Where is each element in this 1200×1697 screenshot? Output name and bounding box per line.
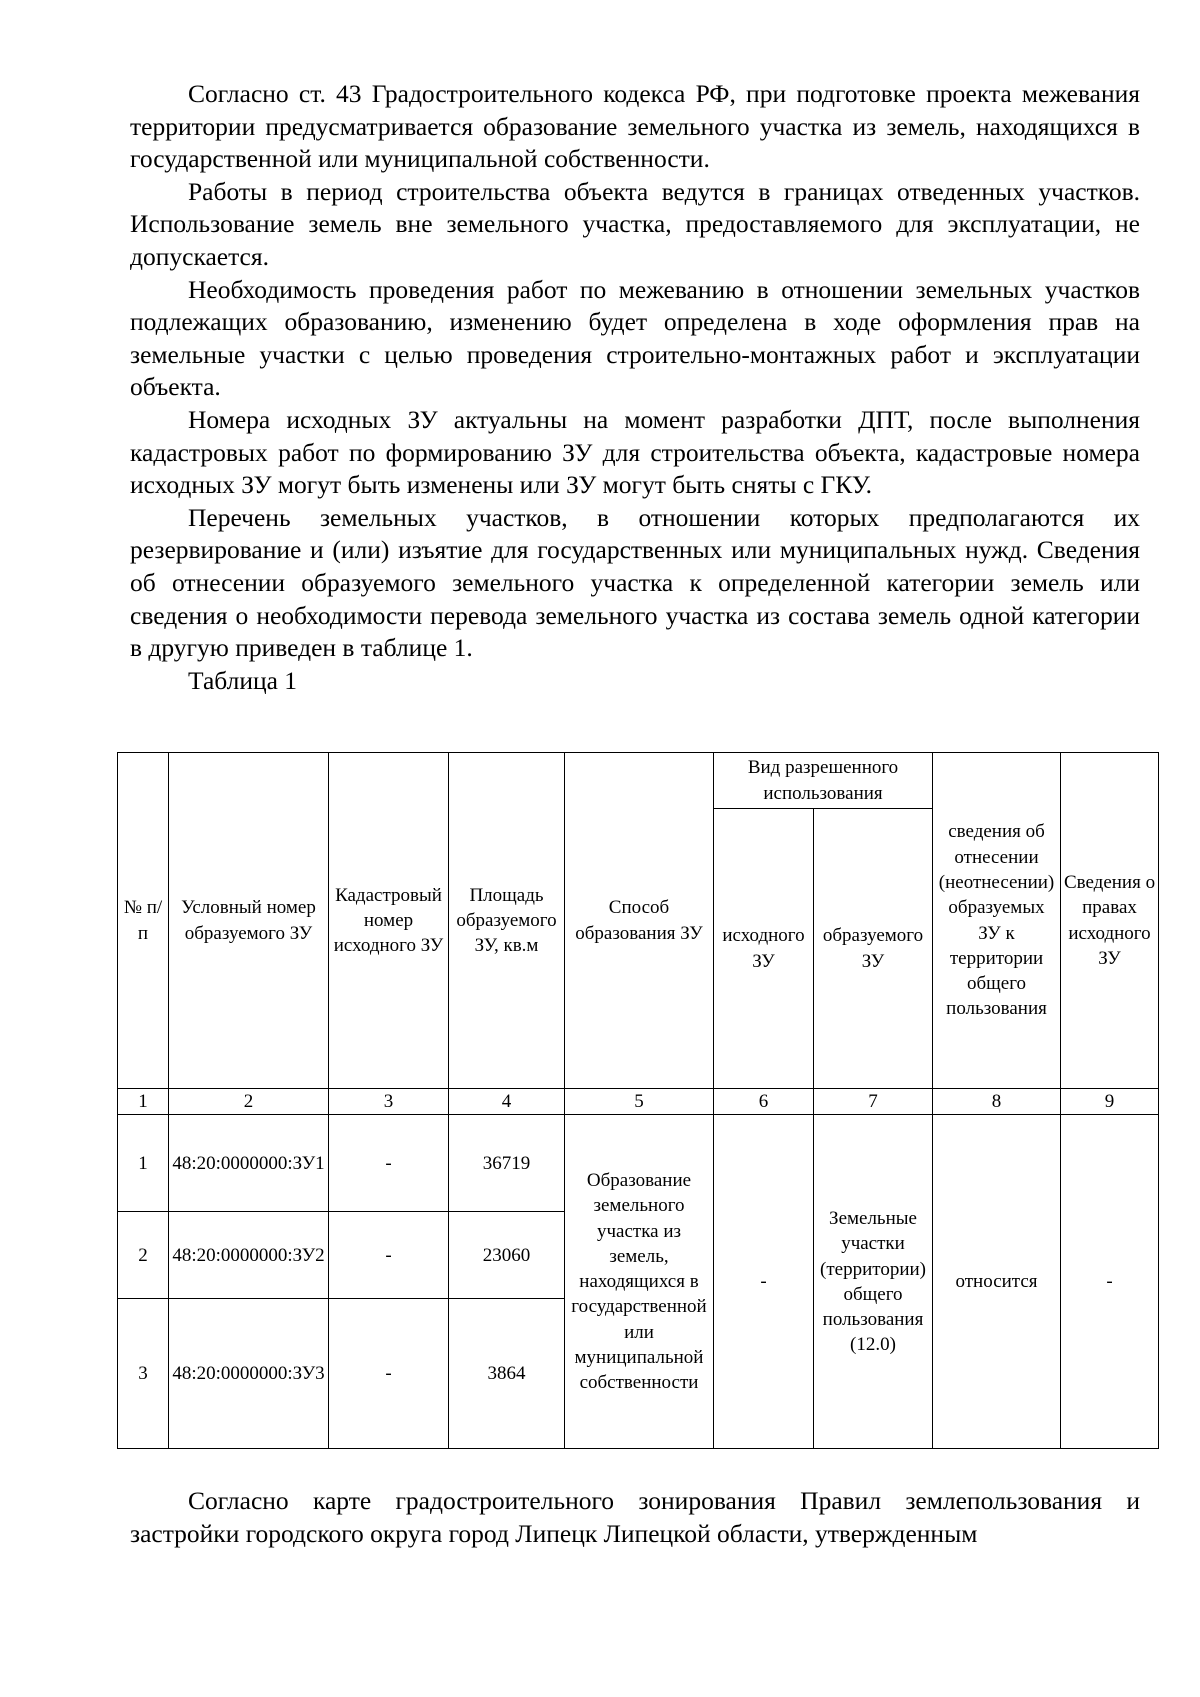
header-method: Способ образования ЗУ [565,753,714,1089]
header-num: № п/п [118,753,169,1089]
paragraph-5: Перечень земельных участков, в отношении которых предполагаются их резервирование и (или) изъятие для государственных или муниципальных нужд. Сведения об отнесении образуемого земельного участка к определенной категории земель или сведения о необходимости перевода земельного участка из состава земель одной категории в другую приведен в таблице 1. [130,502,1140,663]
paragraph-2: Работы в период строительства объекта ведутся в границах отведенных участков. Использование земель вне земельного участка, предоставляемого для эксплуатации, не допускается. [130,176,1140,271]
paragraph-6: Согласно карте градостроительного зонирования Правил землепользования и застройки городского округа город Липецк Липецкой области, утвержденным [130,1486,1140,1548]
row-cond-number: 48:20:0000000:ЗУ2 [169,1212,329,1299]
merged-use-formed: Земельные участки (территории) общего пользования (12.0) [814,1115,933,1449]
col-number: 8 [933,1089,1061,1115]
row-area: 23060 [449,1212,565,1299]
column-numbers-row [118,1089,1159,1115]
row-cond-number: 48:20:0000000:ЗУ1 [169,1115,329,1212]
col-number: 6 [714,1089,814,1115]
header-rights: Сведения о правах исходного ЗУ [1061,753,1159,1089]
table-caption: Таблица 1 [188,665,298,695]
paragraph-1: Согласно ст. 43 Градостроительного кодекса РФ, при подготовке проекта межевания территории предусматривается образование земельного участка из земель, находящихся в государственной или муниципальной собственности. [130,79,1140,174]
bottom-text [130,1485,1140,1550]
row-cadastral: - [329,1212,449,1299]
header-use-group: Вид разрешенного использования [714,753,933,809]
body-text [130,78,1140,697]
land-plots-table [117,752,1159,1449]
header-category: сведения об отнесении (неотнесении) образуемых ЗУ к территории общего пользования [933,753,1061,1089]
col-number: 4 [449,1089,565,1115]
merged-category: относится [933,1115,1061,1449]
col-number: 5 [565,1089,714,1115]
col-number: 1 [118,1089,169,1115]
header-area: Площадь образуемого ЗУ, кв.м [449,753,565,1089]
table-row [118,1115,1159,1212]
header-use-source: исходного ЗУ [714,809,814,1089]
col-number: 2 [169,1089,329,1115]
row-num: 2 [118,1212,169,1299]
col-number: 3 [329,1089,449,1115]
paragraph-4: Номера исходных ЗУ актуальны на момент разработки ДПТ, после выполнения кадастровых работ по формированию ЗУ для строительства объекта, кадастровые номера исходных ЗУ могут быть изменены или ЗУ могут быть сняты с ГКУ. [130,404,1140,500]
row-cadastral: - [329,1115,449,1212]
merged-method: Образование земельного участка из земель, находящихся в государственной или муниципальной собственности [565,1115,714,1449]
header-cond-number: Условный номер образуемого ЗУ [169,753,329,1089]
col-number: 7 [814,1089,933,1115]
row-cond-number: 48:20:0000000:ЗУ3 [169,1299,329,1449]
row-area: 3864 [449,1299,565,1449]
col-number: 9 [1061,1089,1159,1115]
header-use-formed: образуемого ЗУ [814,809,933,1089]
row-area: 36719 [449,1115,565,1212]
row-num: 3 [118,1299,169,1449]
paragraph-3: Необходимость проведения работ по межеванию в отношении земельных участков подлежащих образованию, изменению будет определена в ходе оформления прав на земельные участки с целью проведения строительно-монтажных работ и эксплуатации объекта. [130,274,1140,402]
merged-rights: - [1061,1115,1159,1449]
row-cadastral: - [329,1299,449,1449]
row-num: 1 [118,1115,169,1212]
merged-use-source: - [714,1115,814,1449]
header-cadastral: Кадастровый номер исходного ЗУ [329,753,449,1089]
